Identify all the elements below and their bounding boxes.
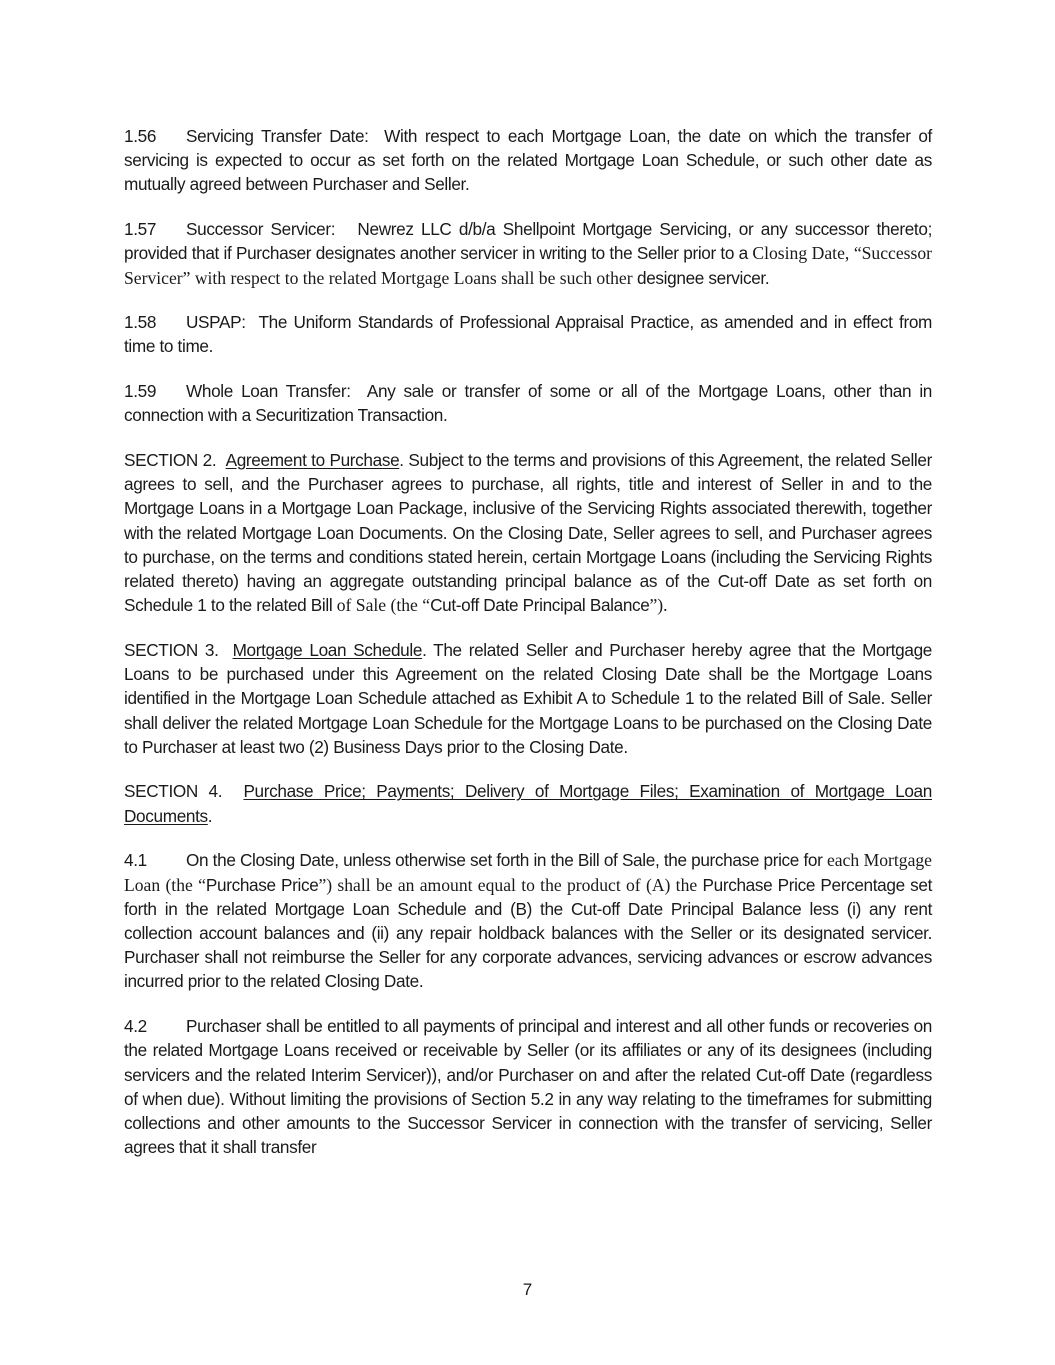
defined-term: Purchase Price — [205, 874, 319, 895]
page-number: 7 — [522, 1280, 533, 1299]
section-heading: Agreement to Purchase — [225, 450, 400, 471]
definition-text-serif: Closing Date, “Successor Servicer” with respect to the related Mortgage Loans shall be such other — [124, 243, 932, 288]
paragraph-text-serif-end: ”) shall be an amount equal to the product of (A) the — [318, 874, 698, 895]
section-label: SECTION 2. — [124, 450, 217, 471]
defined-term: Servicing Transfer Date: — [186, 126, 369, 146]
paragraph-number: 4.2 — [124, 1016, 147, 1037]
defined-term: Whole Loan Transfer: — [186, 381, 351, 402]
section-text: . — [207, 805, 213, 826]
paragraph-4-2 — [124, 1014, 932, 1159]
defined-term: Successor Servicer: — [186, 219, 336, 240]
paragraph-number: 1.57 — [124, 219, 157, 240]
document-page — [124, 124, 932, 1180]
defined-term: USPAP: — [186, 312, 246, 333]
defined-term: Cut-off Date Principal Balance — [430, 595, 650, 616]
paragraph-text: Purchaser shall be entitled to all payments of principal and interest and all other funds or recoveries on the related Mortgage Loans received or receivable by Seller (or its affiliates or any of its designees (including servicers and the related Interim Servicer)), and/or Purchaser on and after the related Cut-off Date (regardless of when due). Without limiting the provisions of Section 5.2 in any way relating to the timeframes for submitting collections and other amounts to the Successor Servicer in connection with the transfer of servicing, Seller agrees that it shall transfer — [124, 1016, 932, 1158]
section-text: . Subject to the terms and provisions of this Agreement, the related Seller agrees to sell, and the Purchaser agrees to purchase, all rights, title and interest of Seller in and to the Mortgage Loans in a Mortgage Loan Package, inclusive of the Servicing Rights associated therewith, together with the related Mortgage Loan Documents. On the Closing Date, Seller agrees to sell, and Purchaser agrees to purchase, on the terms and conditions stated herein, certain Mortgage Loans (including the Servicing Rights related thereto) having an aggregate outstanding principal balance as of the Cut-off Date as set forth on Schedule 1 to the related Bill — [124, 450, 932, 616]
definition-text: Newrez LLC d/b/a Shellpoint Mortgage Servicing, or any successor thereto; provided that if Purchaser designates another servicer in writing to the Seller prior to a — [124, 219, 932, 264]
section-2 — [124, 448, 932, 617]
section-text: . The related Seller and Purchaser hereby agree that the Mortgage Loans to be purchased under this Agreement on the related Closing Date shall be the Mortgage Loans identified in the Mortgage Loan Schedule attached as Exhibit A to Schedule 1 to the related Bill of Sale. Seller shall deliver the related Mortgage Loan Schedule for the Mortgage Loans to be purchased on the Closing Date to Purchaser at least two (2) Business Days prior to the Closing Date. — [124, 639, 932, 757]
definition-1-57 — [124, 217, 932, 290]
paragraph-number: 1.59 — [124, 381, 157, 402]
definition-text: With respect to each Mortgage Loan, the date on which the transfer of servicing is expected to occur as set forth on the related Mortgage Loan Schedule, or such other date as mutually agreed between Purchaser and Seller. — [124, 126, 932, 195]
definition-text-end: designee servicer. — [637, 267, 770, 288]
section-4 — [124, 779, 932, 827]
paragraph-text-continued: Purchase Price Percentage set forth in the related Mortgage Loan Schedule and (B) the Cut-off Date Principal Balance less (i) any rent collection account balances and (ii) any repair holdback balances with the Seller or its designated servicer. Purchaser shall not reimburse the Seller for any corporate advances, servicing advances or escrow advances incurred prior to the related Closing Date. — [124, 874, 932, 992]
definition-1-58 — [124, 310, 932, 358]
paragraph-text-serif: each Mortgage Loan (the “ — [124, 850, 932, 895]
paragraph-number: 1.58 — [124, 312, 157, 333]
section-3 — [124, 638, 932, 759]
paragraph-number: 1.56 — [124, 126, 157, 146]
paragraph-text: On the Closing Date, unless otherwise set forth in the Bill of Sale, the purchase price for — [186, 850, 823, 871]
definition-text: The Uniform Standards of Professional Appraisal Practice, as amended and in effect from time to time. — [124, 312, 932, 357]
section-heading: Mortgage Loan Schedule — [232, 639, 423, 660]
paragraph-4-1 — [124, 848, 932, 993]
section-heading: Purchase Price; Payments; Delivery of Mortgage Files; Examination of Mortgage Loan Documents — [124, 781, 932, 826]
paragraph-number: 4.1 — [124, 850, 147, 871]
section-label: SECTION 3. — [124, 639, 219, 660]
definition-1-59 — [124, 379, 932, 427]
definition-text: Any sale or transfer of some or all of the Mortgage Loans, other than in connection with a Securitization Transaction. — [124, 381, 932, 426]
definition-1-56 — [124, 124, 932, 197]
section-label: SECTION 4. — [124, 781, 223, 802]
section-text-serif-end: ”). — [649, 595, 668, 616]
section-text-serif: of Sale (the “ — [336, 595, 431, 616]
